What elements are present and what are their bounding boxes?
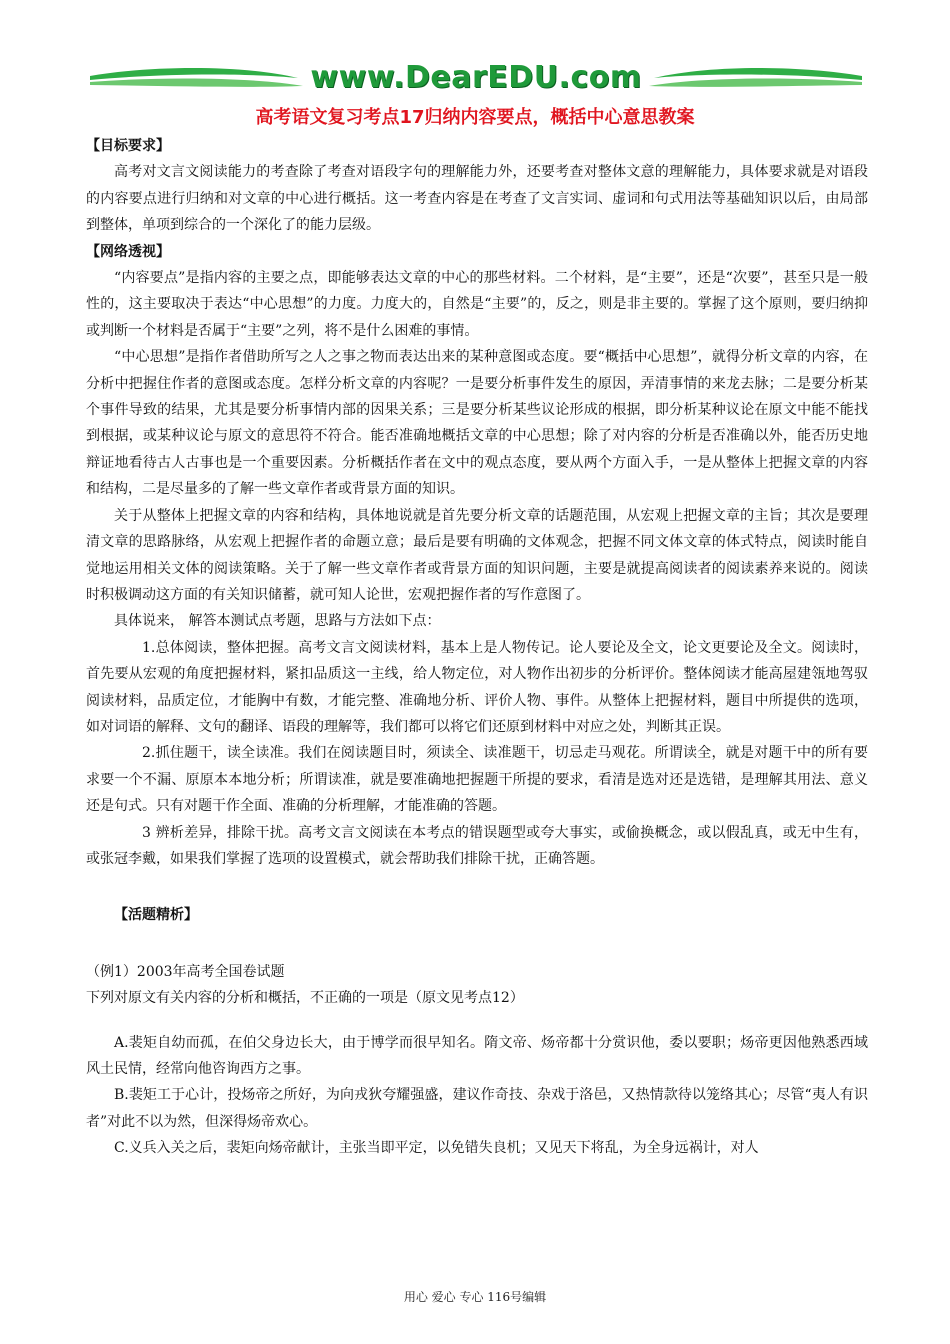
option-c: C.义兵入关之后，裴矩向炀帝献计，主张当即平定，以免错失良机；又见天下将乱，为全身远祸计，对人 <box>114 1140 759 1157</box>
paragraph: “中心思想”是指作者借助所写之人之事之物而表达出来的某种意图或态度。要“概括中心思想”，就得分析文章的内容，在分析中把握住作者的意图或态度。怎样分析文章的内容呢？一是要分析事件发生的原因，弄清事情的来龙去脉；二是要分析某个事件导致的结果，尤其是要分析事情内部的因果关系；三是要分析某些议论形成的根据，即分析某种议论在原文中能不能找到根据，或某种议论与原文的意思符不符合。能否准确地概括文章的中心思想；除了对内容的分析是否准确以外，能否历史地辩证地看待古人古事也是一个重要因素。分析概括作者在文中的观点态度，要从两个方面入手，一是从整体上把握文章的内容和结构，二是尽量多的了解一些文章作者或背景方面的知识。 <box>86 349 868 498</box>
list-item: 3 辨析差异，排除干扰。高考文言文阅读在本考点的错误题型或夸大事实，或偷换概念，或以假乱真，或无中生有，或张冠李戴，如果我们掌握了选项的设置模式，就会帮助我们排除干扰，正确答题。 <box>86 824 868 867</box>
paragraph: 关于从整体上把握文章的内容和结构，具体地说就是首先要分析文章的话题范围，从宏观上把握文章的主旨；其次是要理清文章的思路脉络，从宏观上把握作者的命题立意；最后是要有明确的文体观念，把握不同文体文章的体式特点，阅读时能自觉地运用相关文体的阅读策略。关于了解一些文章作者或背景方面的知识问题，主要是就提高阅读者的阅读素养来说的。阅读时积极调动这方面的有关知识储蓄，就可知人论世，宏观把握作者的写作意图了。 <box>86 507 868 603</box>
option-b: B.裴矩工于心计，投炀帝之所好，为向戎狄夸耀强盛，建议作奇技、杂戏于洛邑，又热情款待以笼络其心；尽管“夷人有识者”对此不以为然，但深得炀帝欢心。 <box>86 1087 868 1130</box>
option-a: A.裴矩自幼而孤，在伯父身边长大，由于博学而很早知名。隋文帝、炀帝都十分赏识他，委以要职；炀帝更因他熟悉西域风土民情，经常向他咨询西方之事。 <box>86 1034 868 1077</box>
site-header <box>88 58 864 100</box>
document-body <box>86 133 868 1162</box>
section-heading-practice: 【活题精析】 <box>114 907 198 924</box>
page-title: 高考语文复习考点17归纳内容要点，概括中心意思教案 <box>255 107 695 128</box>
list-item: 2.抓住题干，读全读准。我们在阅读题目时，须读全、读准题干，切忌走马观花。所谓读全，就是对题干中的所有要求要一个不漏、原原本本地分析；所谓读准，就是要准确地把握题干所提的要求，看清是选对还是选错，是理解其用法、意义还是句式。只有对题干作全面、准确的分析理解，才能准确的答题。 <box>86 745 868 815</box>
page-footer: 用心 爱心 专心 116号编辑 <box>403 1290 547 1304</box>
paragraph: 具体说来， 解答本测试点考题，思路与方法如下点： <box>114 613 441 630</box>
site-logo[interactable]: www.DearEDU.com <box>310 60 642 95</box>
section-heading-network: 【网络透视】 <box>86 243 170 260</box>
question-text: 下列对原文有关内容的分析和概括，不正确的一项是（原文见考点12） <box>86 990 524 1007</box>
example-label: （例1）2003年高考全国卷试题 <box>86 963 285 980</box>
paragraph: 高考对文言文阅读能力的考查除了考查对语段字句的理解能力外，还要考查对整体文意的理解能力，具体要求就是对语段的内容要点进行归纳和对文章的中心进行概括。这一考查内容是在考查了文言实词、虚词和句式用法等基础知识以后，由局部到整体，单项到综合的一个深化了的能力层级。 <box>86 164 868 234</box>
section-heading-goals: 【目标要求】 <box>86 138 170 154</box>
paragraph: “内容要点”是指内容的主要之点，即能够表达文章的中心的那些材料。二个材料，是“主要”，还是“次要”，甚至只是一般性的，这主要取决于表达“中心思想”的力度。力度大的，自然是“主要”的，反之，则是非主要的。掌握了这个原则，要归纳抑或判断一个材料是否属于“主要”之列，将不是什么困难的事情。 <box>86 270 868 339</box>
list-item: 1.总体阅读，整体把握。高考文言文阅读材料，基本上是人物传记。论人要论及全文，论文更要论及全文。阅读时，首先要从宏观的角度把握材料，紧扣品质这一主线，给人物定位，对人物作出初步的分析评价。整体阅读才能高屋建瓴地驾驭阅读材料，品质定位，才能胸中有数，才能完整、准确地分析、评价人物、事件。从整体上把握材料，题目中所提供的选项，如对词语的解释、文句的翻译、语段的理解等，我们都可以将它们还原到材料中对应之处，判断其正误。 <box>86 639 868 735</box>
